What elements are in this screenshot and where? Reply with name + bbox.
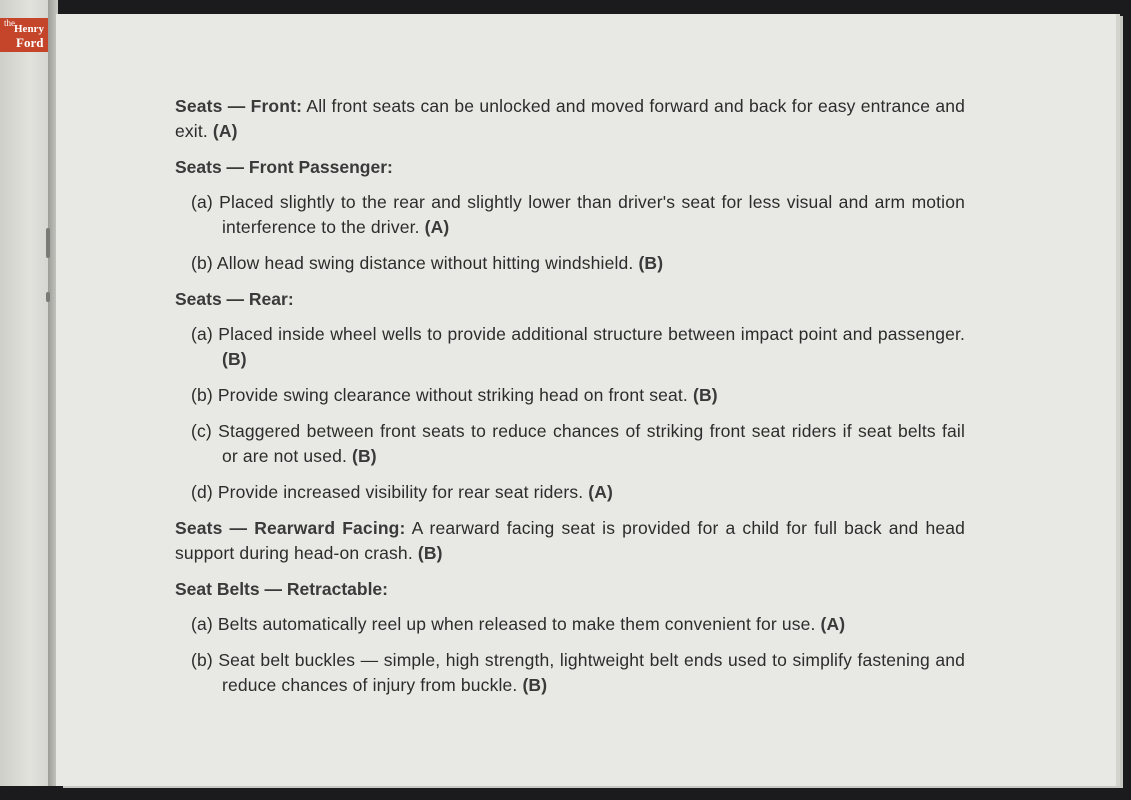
logo-henry: Henry: [14, 23, 44, 35]
item-text: Placed inside wheel wells to provide additional structure between impact point and passenger.: [218, 324, 966, 344]
item-label: (b): [191, 650, 213, 670]
left-page-edge: [0, 0, 50, 786]
list-item: [191, 480, 965, 505]
item-code: (A): [588, 482, 614, 502]
heading-rear: Seats — Rear:: [175, 289, 294, 309]
heading-front: Seats — Front:: [175, 96, 303, 116]
item-label: (a): [191, 614, 213, 634]
item-code: (B): [352, 446, 377, 466]
section-front: [175, 94, 965, 144]
item-label: (b): [191, 385, 213, 405]
code-front: (A): [212, 121, 238, 141]
logo-ford: Ford: [16, 35, 44, 50]
item-code: (A): [820, 614, 846, 634]
heading-belts: Seat Belts — Retractable:: [175, 579, 388, 599]
item-text: Seat belt buckles — simple, high strength, lightweight belt ends used to simplify fastening and reduce chances of injury from buckle.: [218, 650, 966, 695]
list-item: [191, 251, 965, 276]
item-code: (B): [692, 385, 718, 405]
staple-top: [46, 228, 50, 258]
item-label: (a): [191, 192, 213, 212]
list-item: [191, 383, 965, 408]
item-code: (B): [222, 349, 247, 369]
list-item: [191, 648, 965, 698]
heading-front-passenger: Seats — Front Passenger:: [175, 157, 393, 177]
henry-ford-logo: [0, 18, 50, 52]
heading-rearward: Seats — Rearward Facing:: [175, 518, 406, 538]
list-item: [191, 322, 965, 372]
item-label: (b): [191, 253, 213, 273]
item-text: Belts automatically reel up when released to make them convenient for use.: [217, 614, 816, 634]
item-text: Provide swing clearance without striking head on front seat.: [217, 385, 688, 405]
list-item: [191, 612, 965, 637]
text-rearward: A rearward facing seat is provided for a child for full back and head support during head-on crash.: [175, 518, 966, 563]
logo-the: the: [4, 18, 15, 28]
item-text: Staggered between front seats to reduce chances of striking front seat riders if seat belts fail or are not used.: [218, 421, 966, 466]
staple-mark: [46, 292, 50, 302]
document-page: [56, 14, 1116, 786]
item-label: (a): [191, 324, 213, 344]
list-item: [191, 419, 965, 469]
item-label: (c): [191, 421, 212, 441]
text-front: All front seats can be unlocked and moved forward and back for easy entrance and exit.: [175, 96, 966, 141]
list-item: [191, 190, 965, 240]
code-rearward: (B): [417, 543, 443, 563]
item-label: (d): [191, 482, 213, 502]
item-text: Placed slightly to the rear and slightly lower than driver's seat for less visual and arm motion interference to the driver.: [219, 192, 965, 237]
page-content: [175, 94, 965, 709]
item-code: (B): [522, 675, 548, 695]
item-text: Provide increased visibility for rear seat riders.: [217, 482, 584, 502]
section-rearward: [175, 516, 965, 566]
item-code: (A): [424, 217, 450, 237]
item-text: Allow head swing distance without hitting windshield.: [216, 253, 634, 273]
item-code: (B): [638, 253, 664, 273]
